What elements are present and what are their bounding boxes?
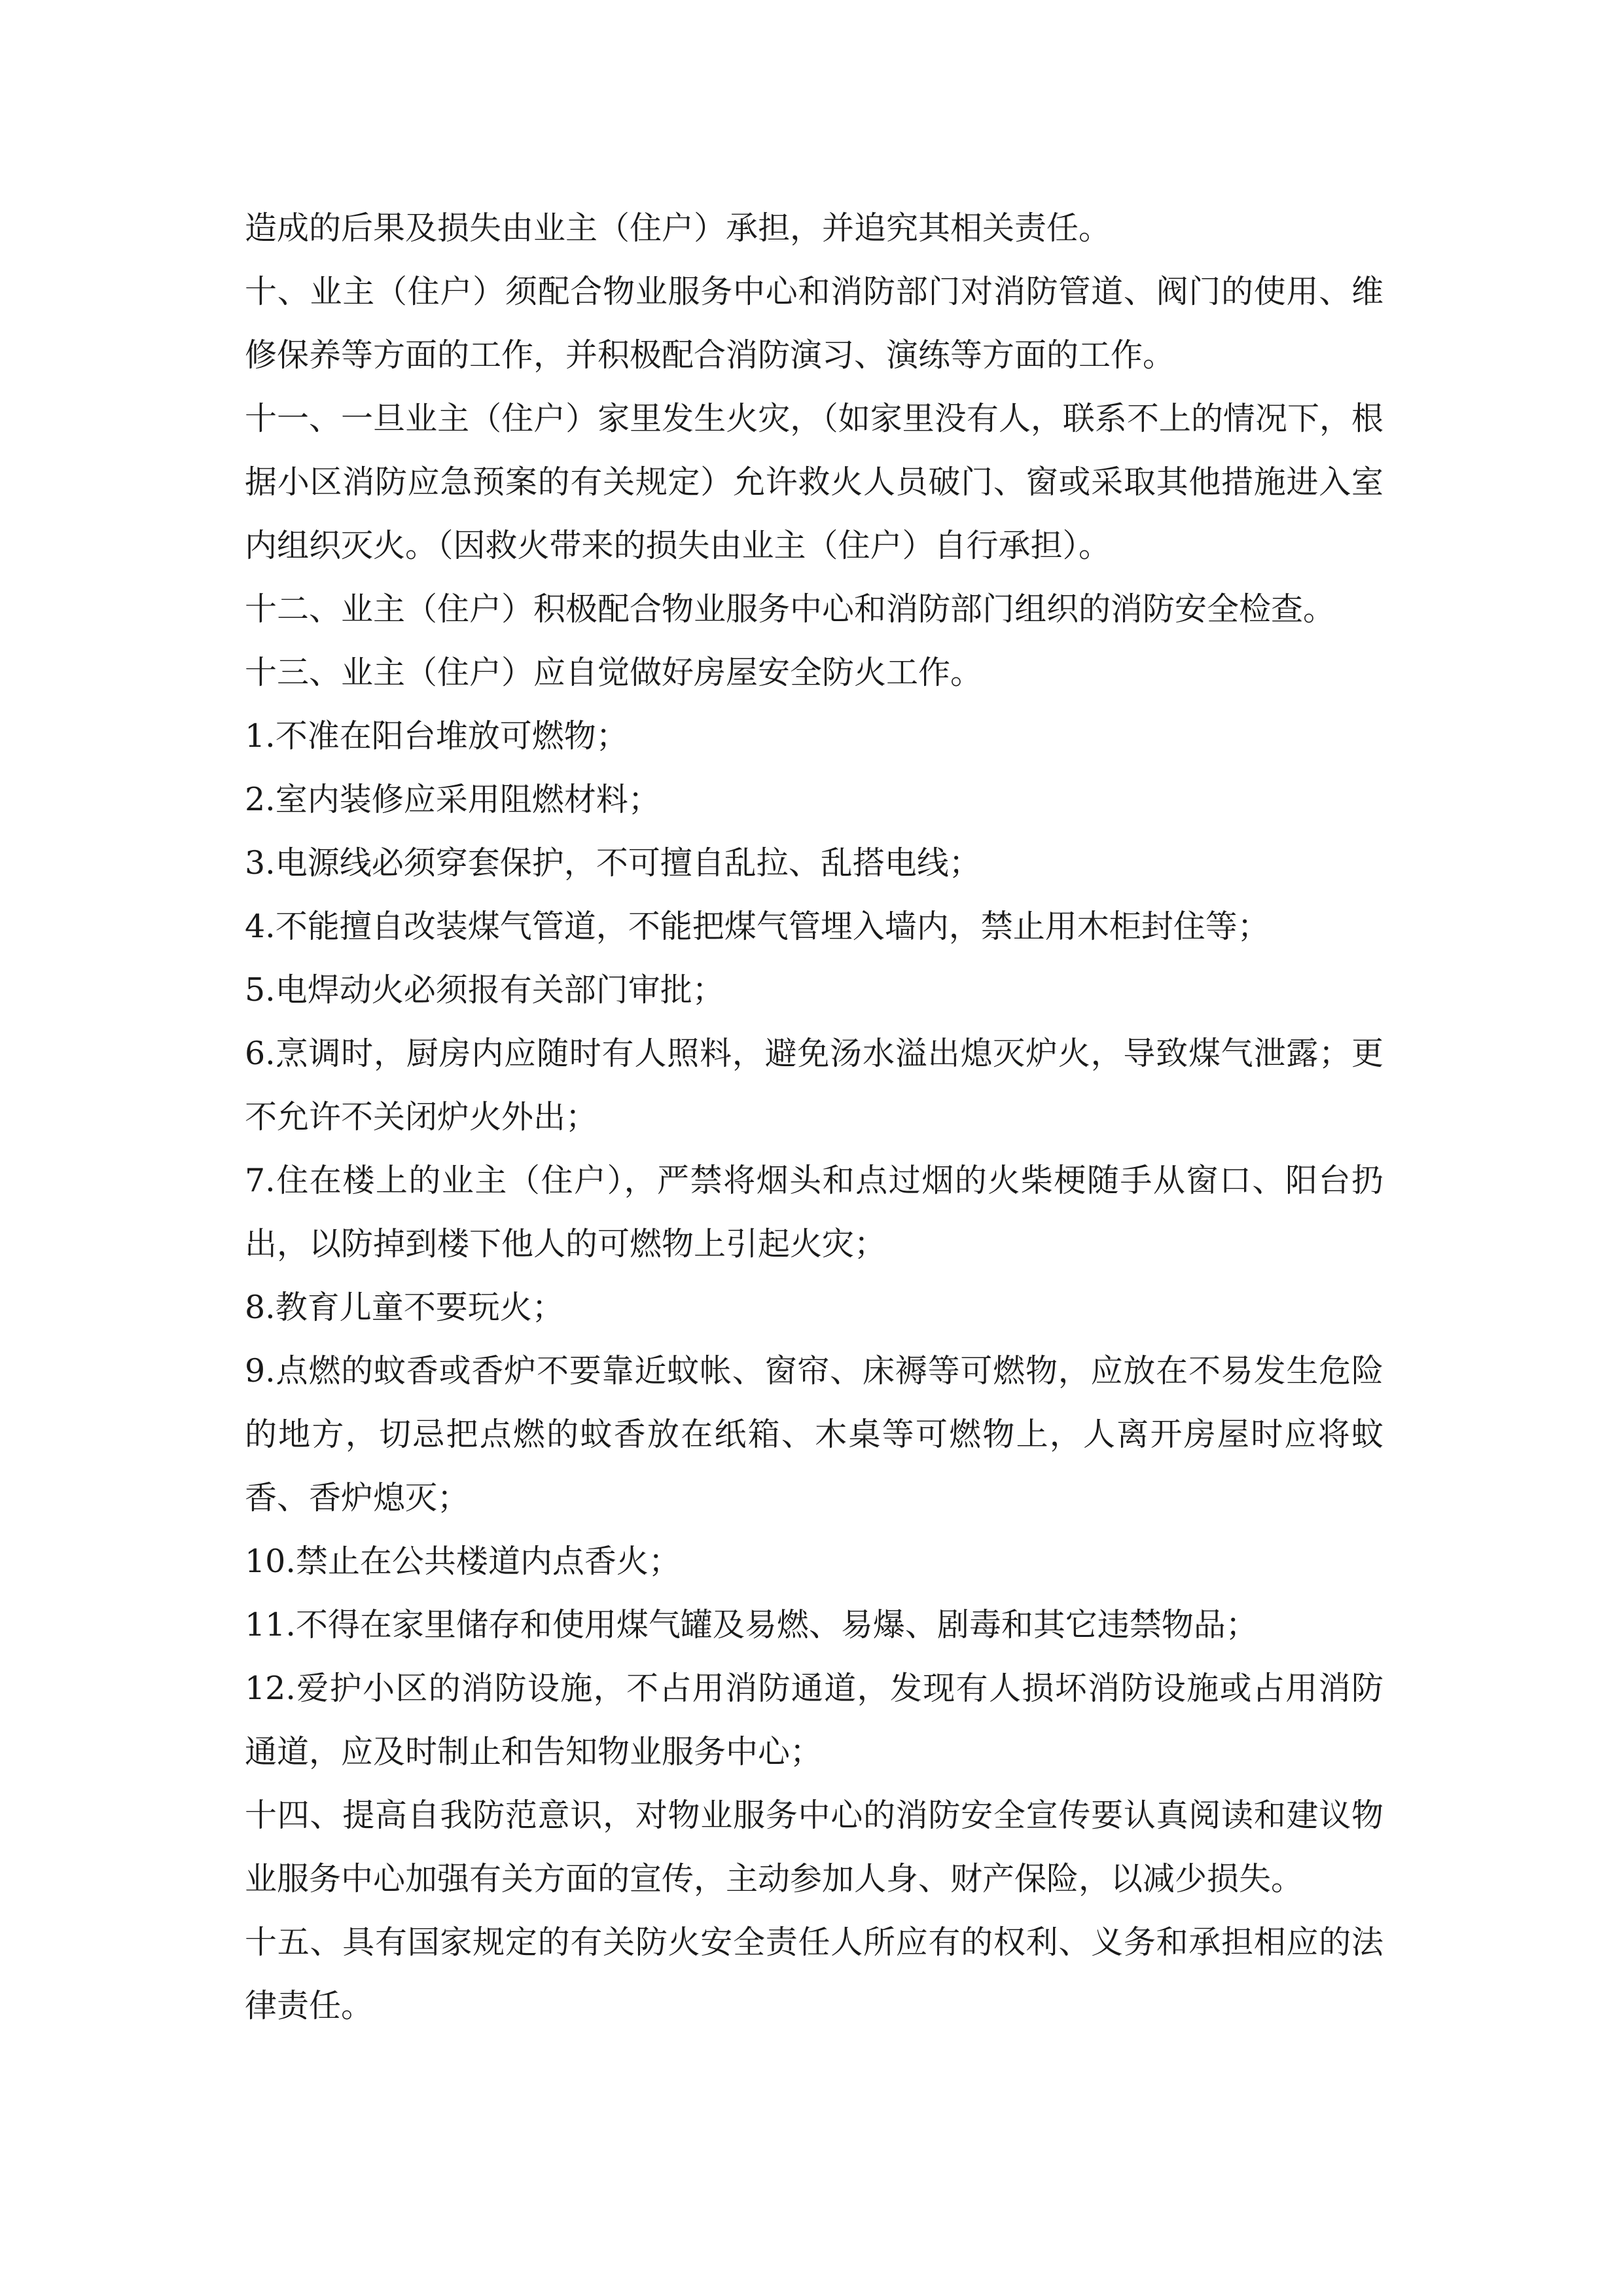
list-item-5: 5.电焊动火必须报有关部门审批； [245, 971, 724, 1009]
list-item-10: 10.禁止在公共楼道内点香火； [245, 1543, 681, 1580]
document-body [245, 196, 1383, 2037]
list-item-9: 9.点燃的蚊香或香炉不要靠近蚊帐、窗帘、床褥等可燃物，应放在不易发生危险的地方，切忌把点燃的蚊香放在纸箱、木桌等可燃物上，人离开房屋时应将蚊香、香炉熄灭； [245, 1352, 1383, 1516]
clause-14: 十四、提高自我防范意识，对物业服务中心的消防安全宣传要认真阅读和建议物业服务中心加强有关方面的宣传，主动参加人身、财产保险，以减少损失。 [245, 1797, 1383, 1897]
list-item-3: 3.电源线必须穿套保护，不可擅自乱拉、乱搭电线； [245, 844, 981, 882]
clause-13: 十三、业主（住户）应自觉做好房屋安全防火工作。 [245, 654, 983, 691]
clause-12: 十二、业主（住户）积极配合物业服务中心和消防部门组织的消防安全检查。 [245, 590, 1336, 628]
list-item-1: 1.不准在阳台堆放可燃物； [245, 717, 628, 755]
list-item-4: 4.不能擅自改装煤气管道，不能把煤气管埋入墙内，禁止用木柜封住等； [245, 908, 1270, 945]
list-item-11: 11.不得在家里储存和使用煤气罐及易燃、易爆、剧毒和其它违禁物品； [245, 1606, 1258, 1643]
clause-15: 十五、具有国家规定的有关防火安全责任人所应有的权利、义务和承担相应的法律责任。 [245, 1924, 1383, 2024]
list-item-12: 12.爱护小区的消防设施，不占用消防通道，发现有人损坏消防设施或占用消防通道，应及时制止和告知物业服务中心； [245, 1670, 1383, 1770]
list-item-6: 6.烹调时，厨房内应随时有人照料，避免汤水溢出熄灭炉火，导致煤气泄露；更不允许不关闭炉火外出； [245, 1035, 1383, 1136]
clause-11: 十一、一旦业主（住户）家里发生火灾，（如家里没有人，联系不上的情况下，根据小区消防应急预案的有关规定）允许救火人员破门、窗或采取其他措施进入室内组织灭火。（因救火带来的损失由业主（住户）自行承担）。 [245, 400, 1383, 564]
paragraph-consequences: 造成的后果及损失由业主（住户）承担，并追究其相关责任。 [245, 209, 1111, 247]
list-item-2: 2.室内装修应采用阻燃材料； [245, 781, 660, 818]
list-item-7: 7.住在楼上的业主（住户），严禁将烟头和点过烟的火柴梗随手从窗口、阳台扔出，以防掉到楼下他人的可燃物上引起火灾； [245, 1162, 1383, 1263]
list-item-8: 8.教育儿童不要玩火； [245, 1289, 564, 1326]
clause-10: 十、业主（住户）须配合物业服务中心和消防部门对消防管道、阀门的使用、维修保养等方面的工作，并积极配合消防演习、演练等方面的工作。 [245, 273, 1383, 374]
